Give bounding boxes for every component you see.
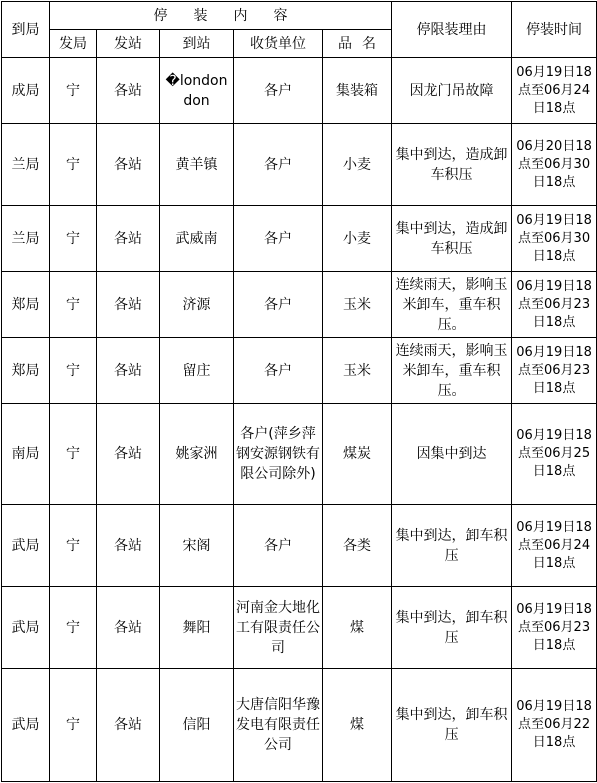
cell-origin-station: 各站	[97, 124, 160, 206]
cell-period: 06月19日18点至06月30日18点	[512, 206, 597, 272]
cell-commodity: 煤炭	[323, 404, 392, 505]
cell-origin-station: 各站	[97, 58, 160, 124]
cell-arrival-bureau: 兰局	[2, 206, 50, 272]
cell-consignee: 各户	[234, 272, 323, 338]
cell-dest-station: 济源	[160, 272, 234, 338]
header-dest-station: 到站	[160, 30, 234, 58]
cell-consignee: 各户	[234, 58, 323, 124]
header-period: 停装时间	[512, 2, 597, 58]
cell-reason: 连续雨天，影响玉米卸车，重车积压。	[392, 338, 512, 404]
cell-consignee: 各户	[234, 338, 323, 404]
cell-consignee: 各户	[234, 124, 323, 206]
header-reason: 停限装理由	[392, 2, 512, 58]
cell-consignee: 各户	[234, 206, 323, 272]
cell-commodity: 各类	[323, 505, 392, 587]
table-row	[2, 124, 597, 206]
cell-origin-station: 各站	[97, 404, 160, 505]
cell-commodity: 小麦	[323, 206, 392, 272]
cell-dest-station: 舞阳	[160, 587, 234, 669]
cell-reason: 集中到达，卸车积压	[392, 505, 512, 587]
cell-consignee: 各户	[234, 505, 323, 587]
cell-period: 06月19日18点至06月25日18点	[512, 404, 597, 505]
cell-origin-station: 各站	[97, 338, 160, 404]
header-suspension-content: 停装内容	[50, 2, 392, 30]
cell-origin-bureau: 宁	[50, 124, 97, 206]
cell-period: 06月19日18点至06月24日18点	[512, 505, 597, 587]
table-row	[2, 338, 597, 404]
cell-period: 06月19日18点至06月23日18点	[512, 587, 597, 669]
cell-origin-station: 各站	[97, 206, 160, 272]
cell-period: 06月20日18点至06月30日18点	[512, 124, 597, 206]
cell-dest-station: 武威南	[160, 206, 234, 272]
cell-reason: 集中到达，造成卸车积压	[392, 206, 512, 272]
table-row	[2, 206, 597, 272]
table-row	[2, 587, 597, 669]
cell-reason: 因龙门吊故障	[392, 58, 512, 124]
cell-period: 06月19日18点至06月23日18点	[512, 272, 597, 338]
cell-consignee: 大唐信阳华豫发电有限责任公司	[234, 669, 323, 782]
cell-origin-station: 各站	[97, 587, 160, 669]
cell-consignee: 各户(萍乡萍钢安源钢铁有限公司除外)	[234, 404, 323, 505]
cell-commodity: 玉米	[323, 338, 392, 404]
cell-arrival-bureau: 武局	[2, 505, 50, 587]
table-row	[2, 505, 597, 587]
cell-origin-station: 各站	[97, 505, 160, 587]
table-row	[2, 669, 597, 782]
cell-commodity: 小麦	[323, 124, 392, 206]
cell-arrival-bureau: 郑局	[2, 272, 50, 338]
cell-origin-bureau: 宁	[50, 587, 97, 669]
cell-origin-bureau: 宁	[50, 272, 97, 338]
cell-arrival-bureau: 南局	[2, 404, 50, 505]
suspension-table	[1, 1, 597, 782]
cell-consignee: 河南金大地化工有限责任公司	[234, 587, 323, 669]
cell-dest-station: �londondon	[160, 58, 234, 124]
cell-dest-station: 姚家洲	[160, 404, 234, 505]
cell-origin-bureau: 宁	[50, 505, 97, 587]
cell-reason: 集中到达，卸车积压	[392, 669, 512, 782]
cell-dest-station: 留庄	[160, 338, 234, 404]
cell-arrival-bureau: 武局	[2, 669, 50, 782]
cell-period: 06月19日18点至06月24日18点	[512, 58, 597, 124]
cell-reason: 因集中到达	[392, 404, 512, 505]
cell-commodity: 玉米	[323, 272, 392, 338]
cell-commodity: 集装箱	[323, 58, 392, 124]
cell-commodity: 煤	[323, 587, 392, 669]
cell-reason: 集中到达，造成卸车积压	[392, 124, 512, 206]
table-row	[2, 58, 597, 124]
cell-arrival-bureau: 兰局	[2, 124, 50, 206]
cell-dest-station: 黄羊镇	[160, 124, 234, 206]
table-row	[2, 404, 597, 505]
header-consignee: 收货单位	[234, 30, 323, 58]
table-row	[2, 272, 597, 338]
cell-arrival-bureau: 郑局	[2, 338, 50, 404]
table-body	[2, 58, 597, 782]
header-origin-bureau: 发局	[50, 30, 97, 58]
cell-origin-station: 各站	[97, 669, 160, 782]
cell-reason: 连续雨天，影响玉米卸车，重车积压。	[392, 272, 512, 338]
cell-dest-station: 宋阁	[160, 505, 234, 587]
cell-origin-station: 各站	[97, 272, 160, 338]
cell-origin-bureau: 宁	[50, 404, 97, 505]
cell-origin-bureau: 宁	[50, 58, 97, 124]
cell-reason: 集中到达，卸车积压	[392, 587, 512, 669]
cell-origin-bureau: 宁	[50, 206, 97, 272]
cell-origin-bureau: 宁	[50, 669, 97, 782]
cell-arrival-bureau: 成局	[2, 58, 50, 124]
header-commodity: 品名	[323, 30, 392, 58]
cell-period: 06月19日18点至06月23日18点	[512, 338, 597, 404]
cell-dest-station: 信阳	[160, 669, 234, 782]
cell-period: 06月19日18点至06月22日18点	[512, 669, 597, 782]
cell-commodity: 煤	[323, 669, 392, 782]
cell-origin-bureau: 宁	[50, 338, 97, 404]
table-header	[2, 2, 597, 58]
header-arrival-bureau: 到局	[2, 2, 50, 58]
cell-arrival-bureau: 武局	[2, 587, 50, 669]
header-origin-station: 发站	[97, 30, 160, 58]
